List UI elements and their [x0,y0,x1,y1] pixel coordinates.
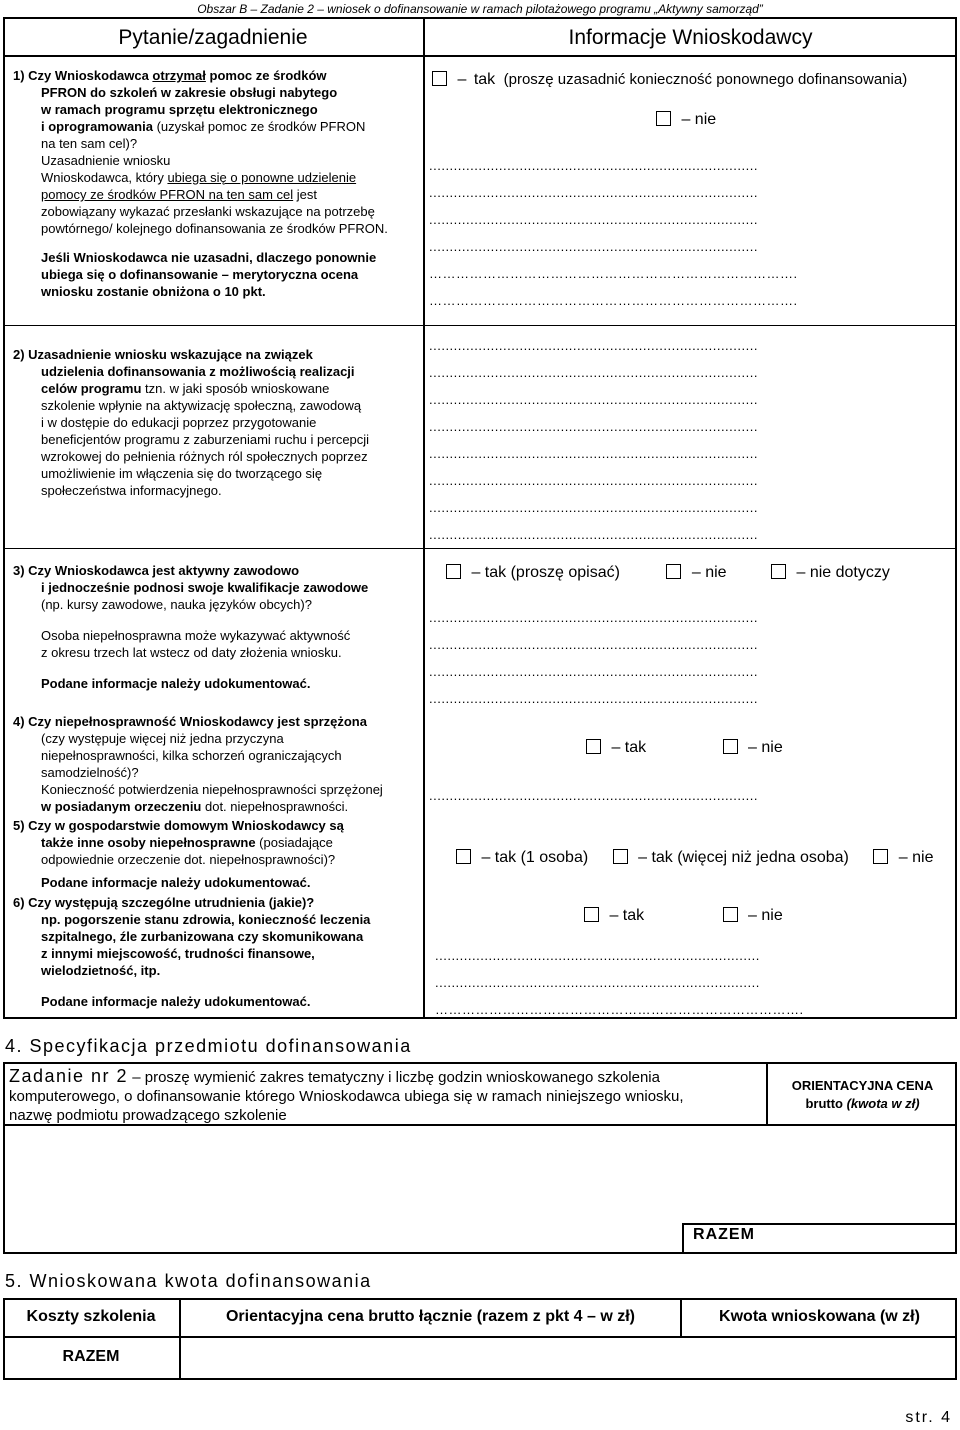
checkbox-icon[interactable] [613,849,628,864]
section-5-title: 5. Wnioskowana kwota dofinansowania [5,1271,372,1291]
options-q3[interactable]: – tak (proszę opisać) – nie – nie dotyczy [446,563,890,583]
checkbox-icon[interactable] [723,907,738,922]
column-divider [423,17,425,1019]
options-q6[interactable]: – tak – nie [584,906,783,926]
answer-lines-q6[interactable]: ............................................................................... ............................................................................... ………………………………………………………………………. [435,948,804,1017]
answer-lines-q1[interactable]: ................................................................................ ................................................................................ ................................................................................ ................................................................................ ………………………………………………………………………. ………………………………………………………………………. [429,158,798,308]
checkbox-icon[interactable] [666,564,681,579]
price-column-header: ORIENTACYJNA CENA brutto (kwota w zł) [791,1078,934,1111]
checkbox-icon[interactable] [586,739,601,754]
section-4-title: 4. Specyfikacja przedmiotu dofinansowania [5,1036,412,1056]
options-q5[interactable]: – tak (1 osoba) – tak (więcej niż jedna osoba) – nie [456,848,933,868]
checkbox-icon[interactable] [873,849,888,864]
row-divider [3,1336,957,1338]
option-q1-tak[interactable]: – tak (proszę uzasadnić konieczność ponownego dofinansowania) [432,70,907,90]
col-total-gross-price: Orientacyjna cena brutto łącznie (razem z pkt 4 – w zł) [225,1308,635,1325]
question-1: 1) Czy Wnioskodawca otrzymał pomoc ze środków PFRON do szkoleń w zakresie obsługi nabytego w ramach programu sprzętu elektronicznego i oprogramowania (uzyskał pomoc ze środków PFRON na ten sam cel)? Uzasadnienie wniosku Wnioskodawca, który ubiega się o ponowne udzielenie pomocy ze środków PFRON na ten sam cel jest zobowiązany wykazać przesłanki wskazujące na potrzebę powtórnego/ kolejnego dofinansowania ze środków PFRON. Jeśli Wnioskodawca nie uzasadni, dlaczego ponownie ubiega się o dofinansowanie – merytoryczna ocena wniosku zostanie obniżona o 10 pkt. [13,68,388,299]
checkbox-icon[interactable] [723,739,738,754]
question-2: 2) Uzasadnienie wniosku wskazujące na związek udzielenia dofinansowania z możliwością realizacji celów programu tzn. w jaki sposób wnioskowane szkolenie wpłynie na aktywizację społeczną, zawodową i w dostępie do edukacji poprzez przygotowanie beneficjentów programu z zaburzeniami ruchu i percepcji wzrokowej do pełnienia różnych ról społecznych poprzez umożliwienie im włączenia się do tworzącego się społeczeństwa informacyjnego. [13,347,370,498]
checkbox-icon[interactable] [584,907,599,922]
checkbox-icon[interactable] [656,111,671,126]
column-header-question: Pytanie/zagadnienie [118,26,308,49]
checkbox-icon[interactable] [456,849,471,864]
header-note: Obszar B – Zadanie 2 – wniosek o dofinansowanie w ramach pilotażowego programu „Aktywny samorząd” [197,2,763,16]
checkbox-icon[interactable] [446,564,461,579]
row-divider [3,325,957,326]
col-training-costs: Koszty szkolenia [26,1308,156,1325]
answer-lines-q2[interactable]: ................................................................................ ................................................................................ ................................................................................ ................................................................................ ................................................................................ ................................................................................ ................................................................................ ................................................................................ [429,338,758,542]
checkbox-icon[interactable] [432,71,447,86]
row-divider [682,1223,957,1225]
question-4: 4) Czy niepełnosprawność Wnioskodawcy jest sprzężona (czy występuje więcej niż jedna przyczyna niepełnosprawności, kilka schorzeń ograniczających samodzielność)? Konieczność potwierdzenia niepełnosprawności sprzężonej w posiadanym orzeczeniu dot. niepełnosprawności. [13,714,383,814]
total-row-label: RAZEM [62,1348,120,1365]
question-5: 5) Czy w gospodarstwie domowym Wnioskodawcy są także inne osoby niepełnosprawne (posiadające odpowiednie orzeczenie dot. niepełnosprawności)? Podane informacje należy udokumentować. [13,818,344,890]
total-label: RAZEM [693,1226,755,1243]
row-divider [3,548,957,549]
task-label: Zadanie nr 2 [9,1066,129,1086]
question-6: 6) Czy występują szczególne utrudnienia (jakie)? np. pogorszenie stanu zdrowia, konieczność leczenia szpitalnego, źle zurbanizowana czy skomunikowana z innymi miejscowość, trudności finansowe, wielodzietność, itp. Podane informacje należy udokumentować. [13,895,371,1009]
question-3: 3) Czy Wnioskodawca jest aktywny zawodowo i jednocześnie podnosi swoje kwalifikacje zawodowe (np. kursy zawodowe, nauka języków obcych)? Osoba niepełnosprawna może wykazywać aktywność z okresu trzech lat wstecz od daty złożenia wniosku. Podane informacje należy udokumentować. [13,563,369,691]
option-q1-nie[interactable]: – nie [656,110,716,130]
options-q4[interactable]: – tak – nie [586,738,783,758]
header-row-divider [3,55,957,57]
task-description: Zadanie nr 2 – proszę wymienić zakres tematyczny i liczbę godzin wnioskowanego szkolenia komputerowego, o dofinansowanie którego Wnioskodawca ubiega się w ramach niniejszego wniosku, nazwę podmiotu prowadzącego szkolenie [9,1066,684,1124]
page-number: str. 4 [905,1409,952,1426]
checkbox-icon[interactable] [771,564,786,579]
col-requested-amount: Kwota wnioskowana (w zł) [719,1308,920,1325]
column-header-applicant-info: Informacje Wnioskodawcy [568,26,813,49]
answer-lines-q3[interactable]: ................................................................................ ................................................................................ ................................................................................ ................................................................................ [429,610,758,706]
answer-line-q4[interactable]: ................................................................................ [429,788,758,803]
